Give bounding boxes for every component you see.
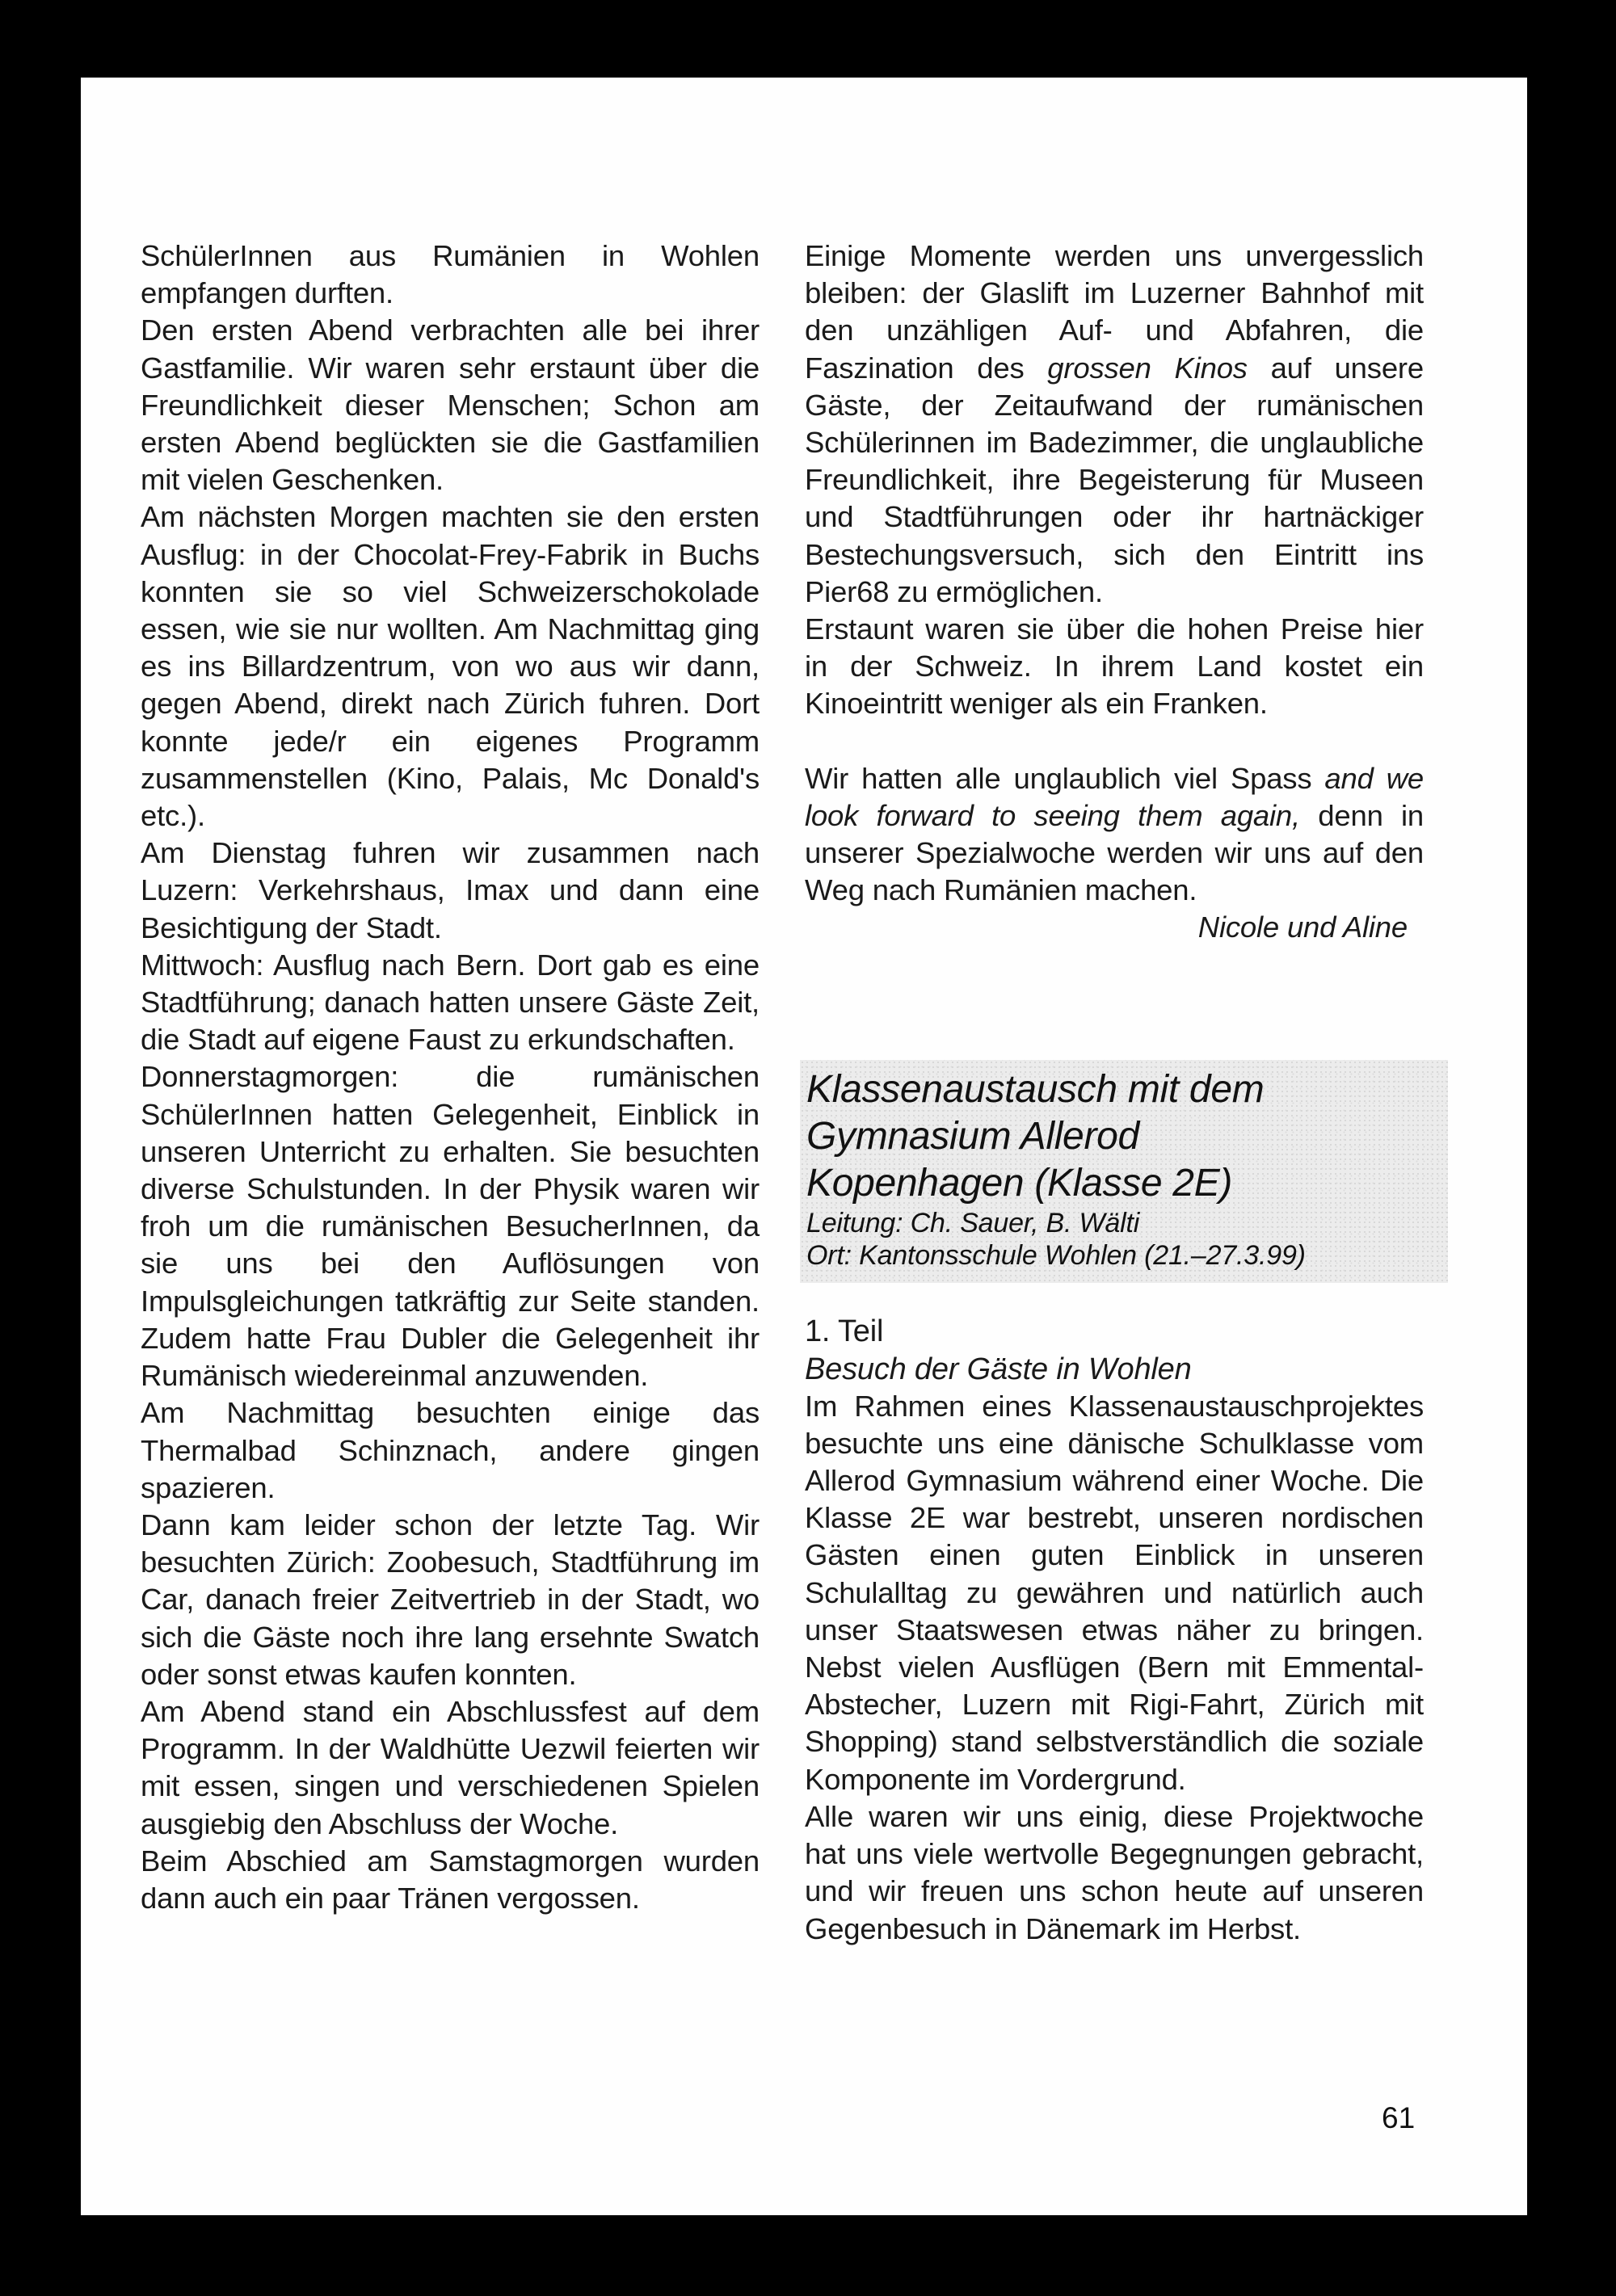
paragraph-arrival: SchülerInnen aus Rumänien in Wohlen empfangen durften. bbox=[141, 239, 760, 310]
moments-italic-phrase: grossen Kinos bbox=[1047, 351, 1248, 385]
paragraph-thursday-morning: Donnerstagmorgen: die rumänischen SchülerInnen hatten Gelegenheit, Einblick in unseren Unterricht zu erhalten. Sie besuchten diverse Schulstunden. In der Physik waren wir froh um die rumänischen BesucherInnen, da sie uns bei den Auflösungen von Impulsgleichungen tatkräftig zur Seite standen. Zudem hatte Frau Dubler die Gelegenheit ihr Rumänisch wiedereinmal anzuwenden. bbox=[141, 1060, 760, 1393]
paragraph-exchange-conclusion: Alle waren wir uns einig, diese Projektwoche hat uns viele wertvolle Begegnungen gebracht, und wir freuen uns schon heute auf unseren Gegenbesuch in Dänemark im Herbst. bbox=[805, 1799, 1424, 1945]
spacer bbox=[805, 723, 1424, 760]
section-title-line: Kopenhagen (Klasse 2E) bbox=[806, 1161, 1233, 1205]
section-leitung: Leitung: Ch. Sauer, B. Wälti bbox=[806, 1207, 1140, 1238]
paragraph-moments bbox=[805, 238, 1424, 611]
paragraph-closing bbox=[805, 760, 1424, 910]
moments-text-start: Einige Momente werden uns unvergesslich bleiben: der Glaslift im Luzerner Bahnhof mit den unzähligen Auf- und Abfahren, die Faszination des bbox=[805, 239, 1424, 385]
left-column bbox=[141, 238, 760, 1917]
right-column bbox=[805, 238, 1424, 1948]
closing-italic-phrase: and we look forward to seeing them again, bbox=[805, 761, 1424, 832]
closing-text-start: Wir hatten alle unglaublich viel Spass bbox=[805, 761, 1325, 795]
paragraph-goodbye: Beim Abschied am Samstagmorgen wurden dann auch ein paar Tränen vergossen. bbox=[141, 1844, 760, 1915]
spacer bbox=[805, 947, 1424, 1060]
paragraph-wednesday: Mittwoch: Ausflug nach Bern. Dort gab es eine Stadtführung; danach hatten unsere Gäste Zeit, die Stadt auf eigene Faust zu erkundschaften. bbox=[141, 948, 760, 1057]
spacer bbox=[805, 1283, 1424, 1312]
moments-text-end: auf unsere Gäste, der Zeitaufwand der rumänischen Schülerinnen im Badezimmer, die unglaubliche Freundlichkeit, ihre Begeisterung für Museen und Stadtführungen oder ihr hartnäckiger Bestechungsversuch, sich den Eintritt ins Pier68 zu ermöglichen. bbox=[805, 351, 1424, 608]
section-ort: Ort: Kantonsschule Wohlen (21.–27.3.99) bbox=[806, 1239, 1306, 1271]
author-signature: Nicole und Aline bbox=[1197, 910, 1408, 944]
paragraph-thursday-afternoon: Am Nachmittag besuchten einige das Thermalbad Schinznach, andere gingen spazieren. bbox=[141, 1396, 760, 1504]
paragraph-first-evening: Den ersten Abend verbrachten alle bei ihrer Gastfamilie. Wir waren sehr erstaunt über die Freundlichkeit dieser Menschen; Schon am ersten Abend beglückten sie die Gastfamilien mit vielen Geschenken. bbox=[141, 313, 760, 497]
paragraph-monday: Am nächsten Morgen machten sie den ersten Ausflug: in der Chocolat-Frey-Fabrik in Buchs konnten sie so viel Schweizerschokolade essen, wie sie nur wollten. Am Nachmittag ging es ins Billardzentrum, von wo aus wir dann, gegen Abend, direkt nach Zürich fuhren. Dort konnte jede/r ein eigenes Programm zusammenstellen (Kino, Palais, Mc Donald's etc.). bbox=[141, 500, 760, 833]
paragraph-farewell-party: Am Abend stand ein Abschlussfest auf dem Programm. In der Waldhütte Uezwil feierten wir mit essen, singen und verschiedenen Spielen ausgiebig den Abschluss der Woche. bbox=[141, 1694, 760, 1840]
section-title-line: Gymnasium Allerod bbox=[806, 1114, 1139, 1158]
closing-text-end: denn in unserer Spezialwoche werden wir uns auf den Weg nach Rumänien machen. bbox=[805, 798, 1424, 907]
document-page bbox=[81, 78, 1527, 2215]
section-title bbox=[806, 1066, 1441, 1207]
paragraph-last-day: Dann kam leider schon der letzte Tag. Wir besuchten Zürich: Zoobesuch, Stadtführung im Car, danach freier Zeitvertrieb in der Stadt, wo sich die Gäste noch ihre lang ersehnte Swatch oder sonst etwas kaufen konnten. bbox=[141, 1508, 760, 1691]
paragraph-tuesday: Am Dienstag fuhren wir zusammen nach Luzern: Verkehrshaus, Imax und dann eine Besichtigung der Stadt. bbox=[141, 836, 760, 944]
part-label: 1. Teil bbox=[805, 1314, 884, 1348]
part-subtitle: Besuch der Gäste in Wohlen bbox=[805, 1352, 1192, 1386]
section-title-line: Klassenaustausch mit dem bbox=[806, 1067, 1265, 1111]
paragraph-exchange-intro: Im Rahmen eines Klassenaustauschprojektes besuchte uns eine dänische Schulklasse vom Allerod Gymnasium während einer Woche. Die Klasse 2E war bestrebt, unseren nordischen Gästen einen guten Einblick in unseren Schulalltag zu gewähren und natürlich auch unser Staatswesen etwas näher zu bringen. Nebst vielen Ausflügen (Bern mit Emmental-Abstecher, Luzern mit Rigi-Fahrt, Zürich mit Shopping) stand selbstverständlich die soziale Komponente im Vordergrund. bbox=[805, 1389, 1424, 1796]
section-heading-box bbox=[800, 1060, 1448, 1283]
paragraph-prices: Erstaunt waren sie über die hohen Preise hier in der Schweiz. In ihrem Land kostet ein Kinoeintritt weniger als ein Franken. bbox=[805, 612, 1424, 721]
page-number: 61 bbox=[1382, 2101, 1416, 2134]
